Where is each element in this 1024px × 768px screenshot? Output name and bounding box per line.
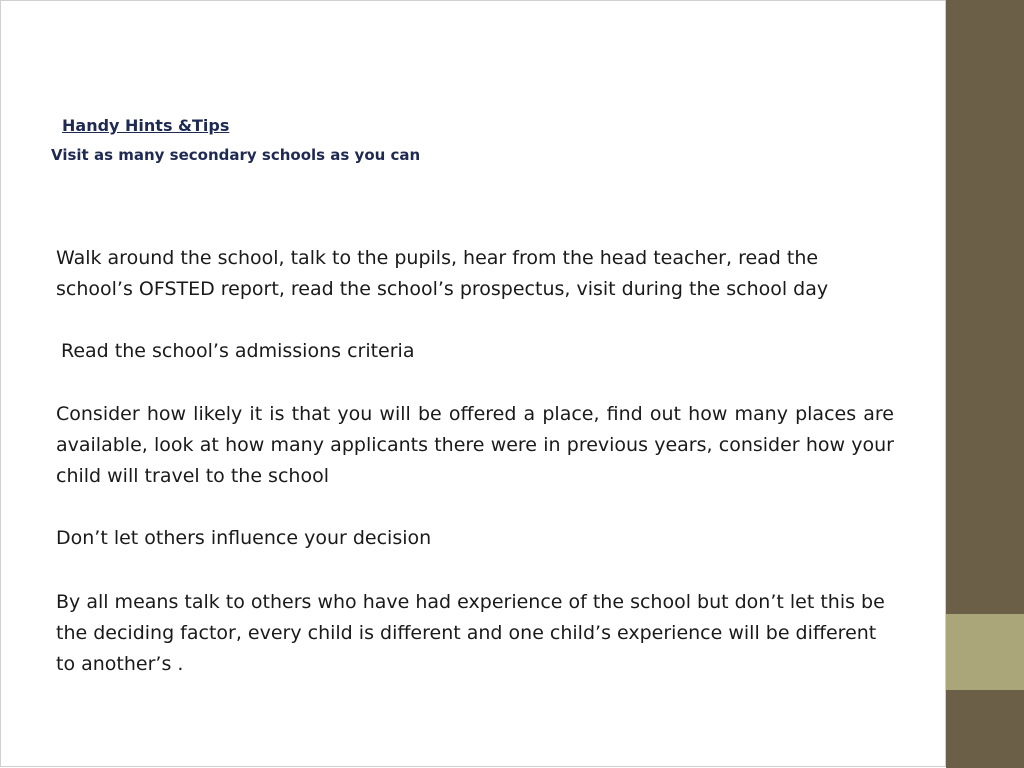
paragraph-consider-likelihood: Consider how likely it is that you will be offered a place, find out how many places are available, look at how many applicants there were in previous years, consider how your child will travel to the school <box>56 403 894 487</box>
hints-title: Handy Hints &Tips <box>62 116 230 135</box>
paragraph-visit-school: Walk around the school, talk to the pupils, hear from the head teacher, read the school’s OFSTED report, read the school’s prospectus, visit during the school day <box>56 247 829 300</box>
hints-subtitle: Visit as many secondary schools as you can <box>51 146 421 164</box>
paragraph-talk-to-others: By all means talk to others who have had experience of the school but don’t let this be the deciding factor, every child is different and one child’s experience will be different to another’s . <box>56 591 885 675</box>
decorative-sidebar-accent <box>946 614 1024 690</box>
paragraph-admissions: Read the school’s admissions criteria <box>61 340 415 362</box>
paragraph-dont-let-others: Don’t let others influence your decision <box>56 527 432 549</box>
